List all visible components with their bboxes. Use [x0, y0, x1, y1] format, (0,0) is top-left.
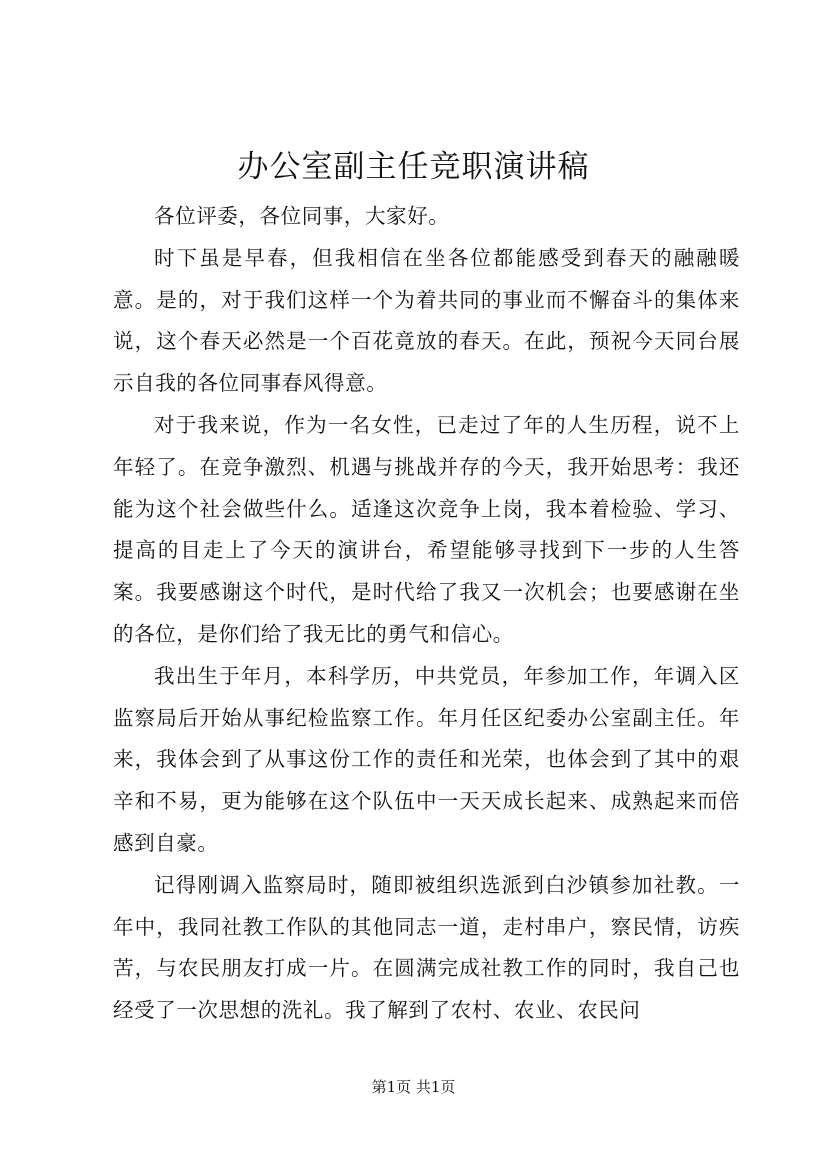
page-number-footer: 第1页 共1页 [371, 1078, 456, 1096]
document-title: 办公室副主任竞职演讲稿 [237, 149, 590, 185]
paragraph-greeting: 各位评委，各位同事，大家好。 [154, 204, 450, 228]
paragraph-experience: 记得刚调入监察局时，随即被组织选派到白沙镇参加社教。一年中，我同社教工作队的其他同志一道，走村串户，察民情，访疾苦，与农民朋友打成一片。在圆满完成社教工作的同时，我自己也经受了一次思想的洗礼。我了解到了农村、农业、农民问 [113, 872, 740, 1023]
paragraph-background: 我出生于年月，本科学历，中共党员，年参加工作，年调入区监察局后开始从事纪检监察工作。年月任区纪委办公室副主任。年来，我体会到了从事这份工作的责任和光荣，也体会到了其中的艰辛和不易，更为能够在这个队伍中一天天成长起来、成熟起来而倍感到自豪。 [113, 663, 740, 855]
document-body [113, 196, 740, 1032]
paragraph-self-intro: 对于我来说，作为一名女性，已走过了年的人生历程，说不上年轻了。在竞争激烈、机遇与挑战并存的今天，我开始思考：我还能为这个社会做些什么。适逢这次竞争上岗，我本着检验、学习、提高的目走上了今天的演讲台，希望能够寻找到下一步的人生答案。我要感谢这个时代，是时代给了我又一次机会；也要感谢在坐的各位，是你们给了我无比的勇气和信心。 [113, 412, 740, 646]
paragraph-spring: 时下虽是早春，但我相信在坐各位都能感受到春天的融融暖意。是的，对于我们这样一个为着共同的事业而不懈奋斗的集体来说，这个春天必然是一个百花竟放的春天。在此，预祝今天同台展示自我的各位同事春风得意。 [113, 245, 740, 396]
